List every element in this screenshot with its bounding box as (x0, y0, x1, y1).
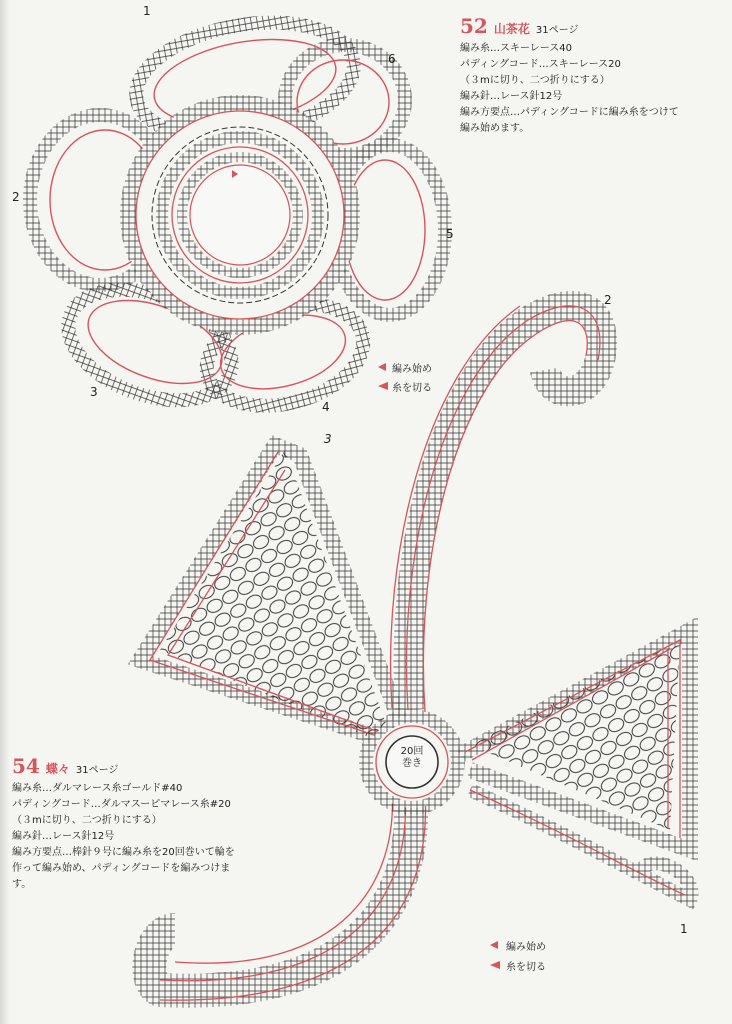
legend-start-54 (506, 938, 546, 953)
legend-label: 編み始め (506, 942, 546, 953)
pattern-54-info (12, 754, 235, 893)
instruction-line: 編み方要点…棒針９号に編み糸を20回巻いて輪を (12, 847, 235, 858)
page-reference: 31ページ (535, 25, 579, 36)
legend-label: 糸を切る (506, 962, 546, 973)
petal-label-4: 4 (322, 400, 330, 414)
part-label-2: 2 (604, 293, 612, 307)
instruction-line: パディングコード…ダルマスーピマレース糸#20 (12, 799, 231, 810)
legend-cut-52 (392, 379, 432, 394)
pattern-54-heading (12, 754, 235, 779)
pattern-number: 52 (460, 14, 488, 38)
antenna (409, 306, 602, 710)
instruction-line: 編み糸…スキーレース40 (460, 43, 573, 54)
pattern-title: 山茶花 (493, 22, 530, 36)
pattern-52-info (460, 14, 679, 137)
instruction-line: 作って編み始め、パディングコードを編みつけま (12, 863, 231, 874)
instruction-line: パディングコード…スキーレース20 (460, 59, 621, 70)
butterfly-center-label (396, 746, 428, 770)
legend-label: 編み始め (392, 364, 432, 375)
instruction-line: （３mに切り、二つ折りにする） (12, 815, 162, 826)
legend-start-52 (392, 360, 432, 375)
camellia-motif (30, 7, 445, 422)
petal-label-6: 6 (388, 52, 396, 66)
legend-label: 糸を切る (392, 383, 432, 394)
legend-cut-54 (506, 958, 546, 973)
instruction-line: 編み針…レース針12号 (12, 831, 115, 842)
petal-label-5: 5 (446, 227, 454, 241)
petal-label-1: 1 (143, 4, 151, 18)
center-label-line-1: 20回 (400, 746, 424, 757)
instruction-line: 編み始めます。 (460, 123, 530, 134)
petal-label-3: 3 (90, 385, 98, 399)
butterfly-motif (140, 306, 692, 1000)
pattern-number: 54 (12, 754, 40, 778)
petal-label-2: 2 (12, 190, 20, 204)
instruction-line: （３mに切り、二つ折りにする） (460, 75, 610, 86)
instruction-line: 編み方要点…パディングコードに編み糸をつけて (460, 107, 679, 118)
center-label-line-2: 巻き (402, 758, 422, 769)
instruction-line: す。 (12, 879, 32, 890)
instruction-line: 編み糸…ダルマレース糸ゴールド#40 (12, 783, 183, 794)
part-label-3: 3 (324, 432, 332, 446)
instruction-line: 編み針…レース針12号 (460, 91, 563, 102)
part-label-1: 1 (680, 922, 688, 936)
pattern-title: 蝶々 (45, 762, 70, 776)
page-reference: 31ページ (75, 765, 119, 776)
pattern-52-heading (460, 14, 679, 39)
